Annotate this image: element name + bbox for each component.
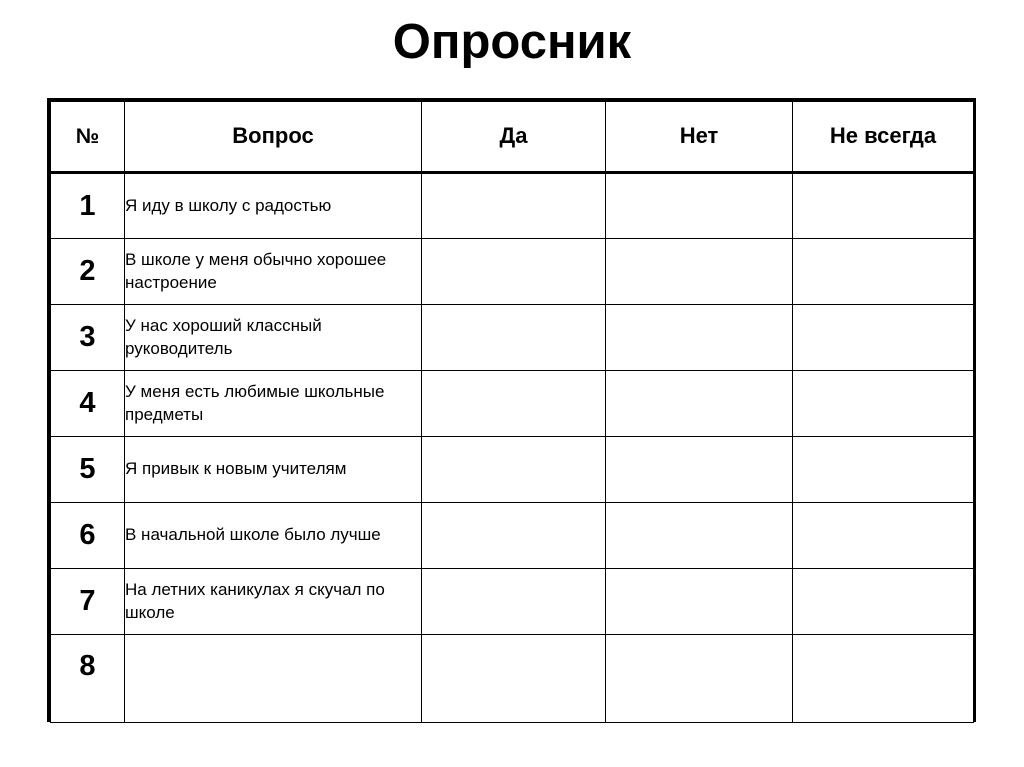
answer-cell-no[interactable] (606, 371, 793, 437)
table-row (51, 635, 974, 723)
row-question: Я иду в школу с радостью (125, 173, 422, 239)
table-row (51, 503, 974, 569)
answer-cell-yes[interactable] (422, 635, 606, 723)
answer-cell-yes[interactable] (422, 437, 606, 503)
answer-cell-not-always[interactable] (793, 173, 974, 239)
table-row (51, 371, 974, 437)
row-number: 2 (51, 239, 125, 305)
table-row (51, 569, 974, 635)
answer-cell-not-always[interactable] (793, 437, 974, 503)
answer-cell-yes[interactable] (422, 371, 606, 437)
row-question: В начальной школе было лучше (125, 503, 422, 569)
answer-cell-not-always[interactable] (793, 503, 974, 569)
row-number: 4 (51, 371, 125, 437)
row-number: 5 (51, 437, 125, 503)
row-question: У нас хороший классный руководитель (125, 305, 422, 371)
row-number: 6 (51, 503, 125, 569)
table-row (51, 173, 974, 239)
table-header-row (51, 102, 974, 173)
row-number: 8 (51, 635, 125, 723)
row-number: 1 (51, 173, 125, 239)
row-question: Я привык к новым учителям (125, 437, 422, 503)
answer-cell-no[interactable] (606, 635, 793, 723)
answer-cell-no[interactable] (606, 503, 793, 569)
questionnaire-table-container (47, 98, 976, 722)
row-question[interactable] (125, 635, 422, 723)
answer-cell-yes[interactable] (422, 173, 606, 239)
column-header-number: № (51, 102, 125, 173)
answer-cell-yes[interactable] (422, 305, 606, 371)
table-row (51, 437, 974, 503)
page-title: Опросник (392, 15, 632, 69)
table-row (51, 239, 974, 305)
row-question: У меня есть любимые школьные предметы (125, 371, 422, 437)
column-header-question: Вопрос (125, 102, 422, 173)
answer-cell-yes[interactable] (422, 503, 606, 569)
table-body (51, 173, 974, 723)
answer-cell-not-always[interactable] (793, 371, 974, 437)
table-header (51, 102, 974, 173)
answer-cell-yes[interactable] (422, 239, 606, 305)
answer-cell-no[interactable] (606, 569, 793, 635)
row-number: 7 (51, 569, 125, 635)
column-header-no: Нет (606, 102, 793, 173)
answer-cell-not-always[interactable] (793, 239, 974, 305)
row-number: 3 (51, 305, 125, 371)
answer-cell-no[interactable] (606, 437, 793, 503)
answer-cell-not-always[interactable] (793, 569, 974, 635)
table-row (51, 305, 974, 371)
answer-cell-no[interactable] (606, 239, 793, 305)
answer-cell-yes[interactable] (422, 569, 606, 635)
row-question: На летних каникулах я скучал по школе (125, 569, 422, 635)
column-header-yes: Да (422, 102, 606, 173)
answer-cell-not-always[interactable] (793, 305, 974, 371)
questionnaire-table (50, 101, 974, 723)
answer-cell-no[interactable] (606, 305, 793, 371)
column-header-not-always: Не всегда (793, 102, 974, 173)
answer-cell-not-always[interactable] (793, 635, 974, 723)
row-question: В школе у меня обычно хорошее настроение (125, 239, 422, 305)
answer-cell-no[interactable] (606, 173, 793, 239)
